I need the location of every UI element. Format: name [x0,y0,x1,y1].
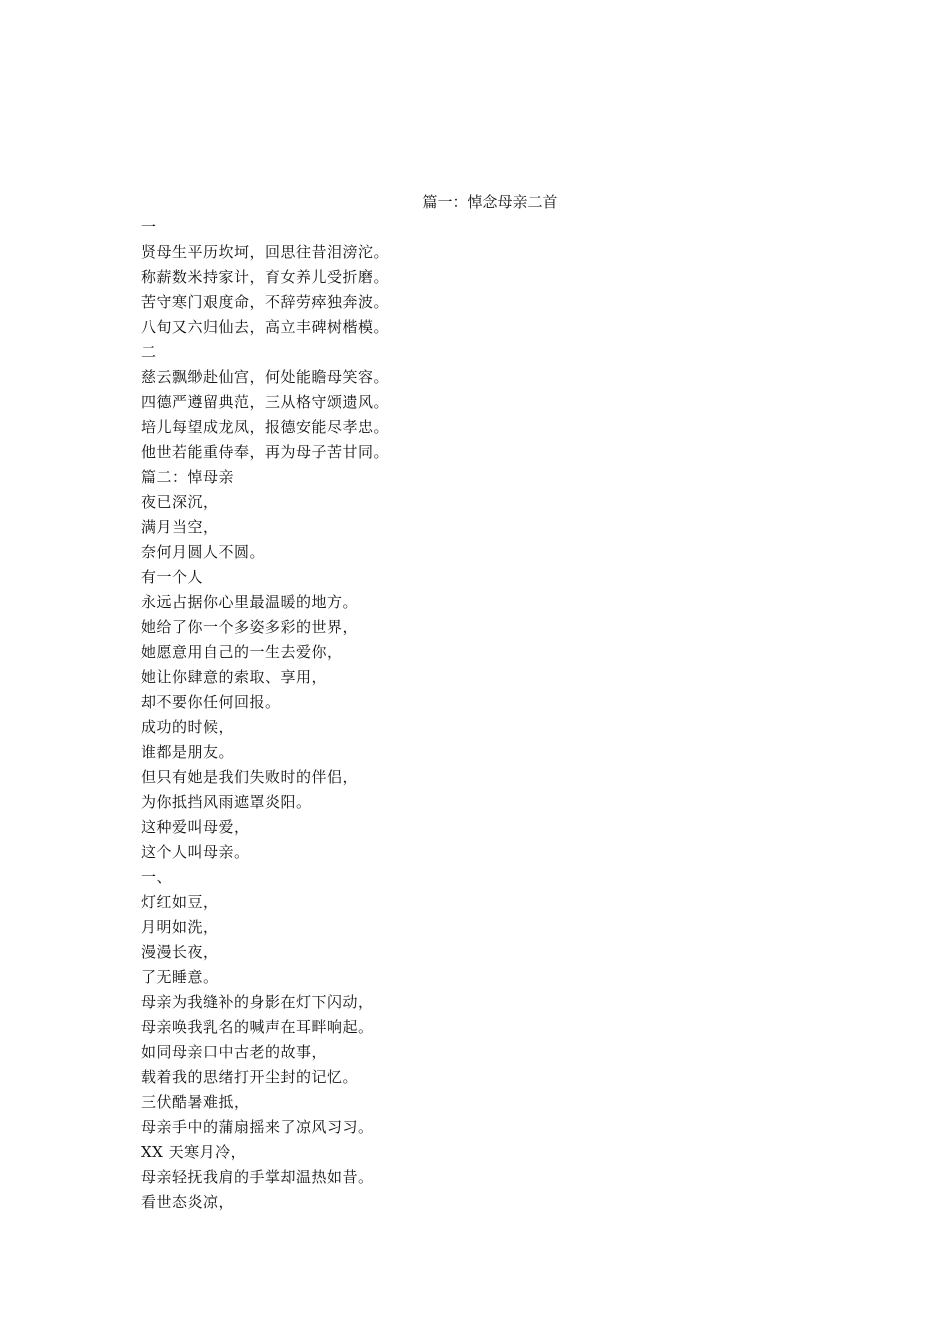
text-line: 却不要你任何回报。 [141,693,281,711]
text-line: 奈何月圆人不圆。 [141,543,266,561]
text-line: 培儿每望成龙凤，报德安能尽孝忠。 [141,418,390,436]
text-line: 二 [141,343,157,361]
text-line: 三伏酷暑难抵， [141,1093,250,1111]
text-line: 母亲轻抚我肩的手掌却温热如昔。 [141,1168,374,1186]
text-line: 贤母生平历坎坷，回思往昔泪滂沱。 [141,243,390,261]
text-line: 载着我的思绪打开尘封的记忆。 [141,1068,359,1086]
text-line: 八旬又六归仙去，高立丰碑树楷模。 [141,318,390,336]
text-line: 她给了你一个多姿多彩的世界， [141,618,359,636]
text-line: 母亲唤我乳名的喊声在耳畔响起。 [141,1018,374,1036]
text-line: 母亲手中的蒲扇摇来了凉风习习。 [141,1118,374,1136]
text-line: 他世若能重侍奉，再为母子苦甘同。 [141,443,390,461]
text-line: 苦守寒门艰度命，不辞劳瘁独奔波。 [141,293,390,311]
text-line: 月明如洗， [141,918,219,936]
text-line: 这个人叫母亲。 [141,843,250,861]
text-line: 满月当空， [141,518,219,536]
text-line: 她愿意用自己的一生去爱你， [141,643,343,661]
text-line: XX 天寒月冷， [141,1143,247,1161]
text-line: 夜已深沉， [141,493,219,511]
document-body [141,215,841,1215]
text-line: 四德严遵留典范，三从格守颂遗风。 [141,393,390,411]
text-line: 看世态炎凉， [141,1193,235,1211]
text-line: 谁都是朋友。 [141,743,235,761]
text-line: 慈云飘缈赴仙宫，何处能瞻母笑容。 [141,368,390,386]
text-line: 她让你肆意的索取、享用， [141,668,328,686]
text-line: 称薪数米持家计，育女养儿受折磨。 [141,268,390,286]
text-line: 这种爱叫母爱， [141,818,250,836]
text-line: 成功的时候， [141,718,235,736]
text-line: 但只有她是我们失败时的伴侣， [141,768,359,786]
text-line: 灯红如豆， [141,893,219,911]
text-line: 永远占据你心里最温暖的地方。 [141,593,359,611]
text-line: 了无睡意。 [141,968,219,986]
text-line: 篇二：悼母亲 [141,468,235,486]
text-line: 为你抵挡风雨遮罩炎阳。 [141,793,312,811]
text-line: 漫漫长夜， [141,943,219,961]
text-line: 有一个人 [141,568,204,586]
text-line: 如同母亲口中古老的故事， [141,1043,328,1061]
document-title: 篇一：悼念母亲二首 [422,193,558,211]
text-line: 一、 [141,868,173,886]
text-line: 母亲为我缝补的身影在灯下闪动， [141,993,374,1011]
text-line: 一 [141,218,157,236]
